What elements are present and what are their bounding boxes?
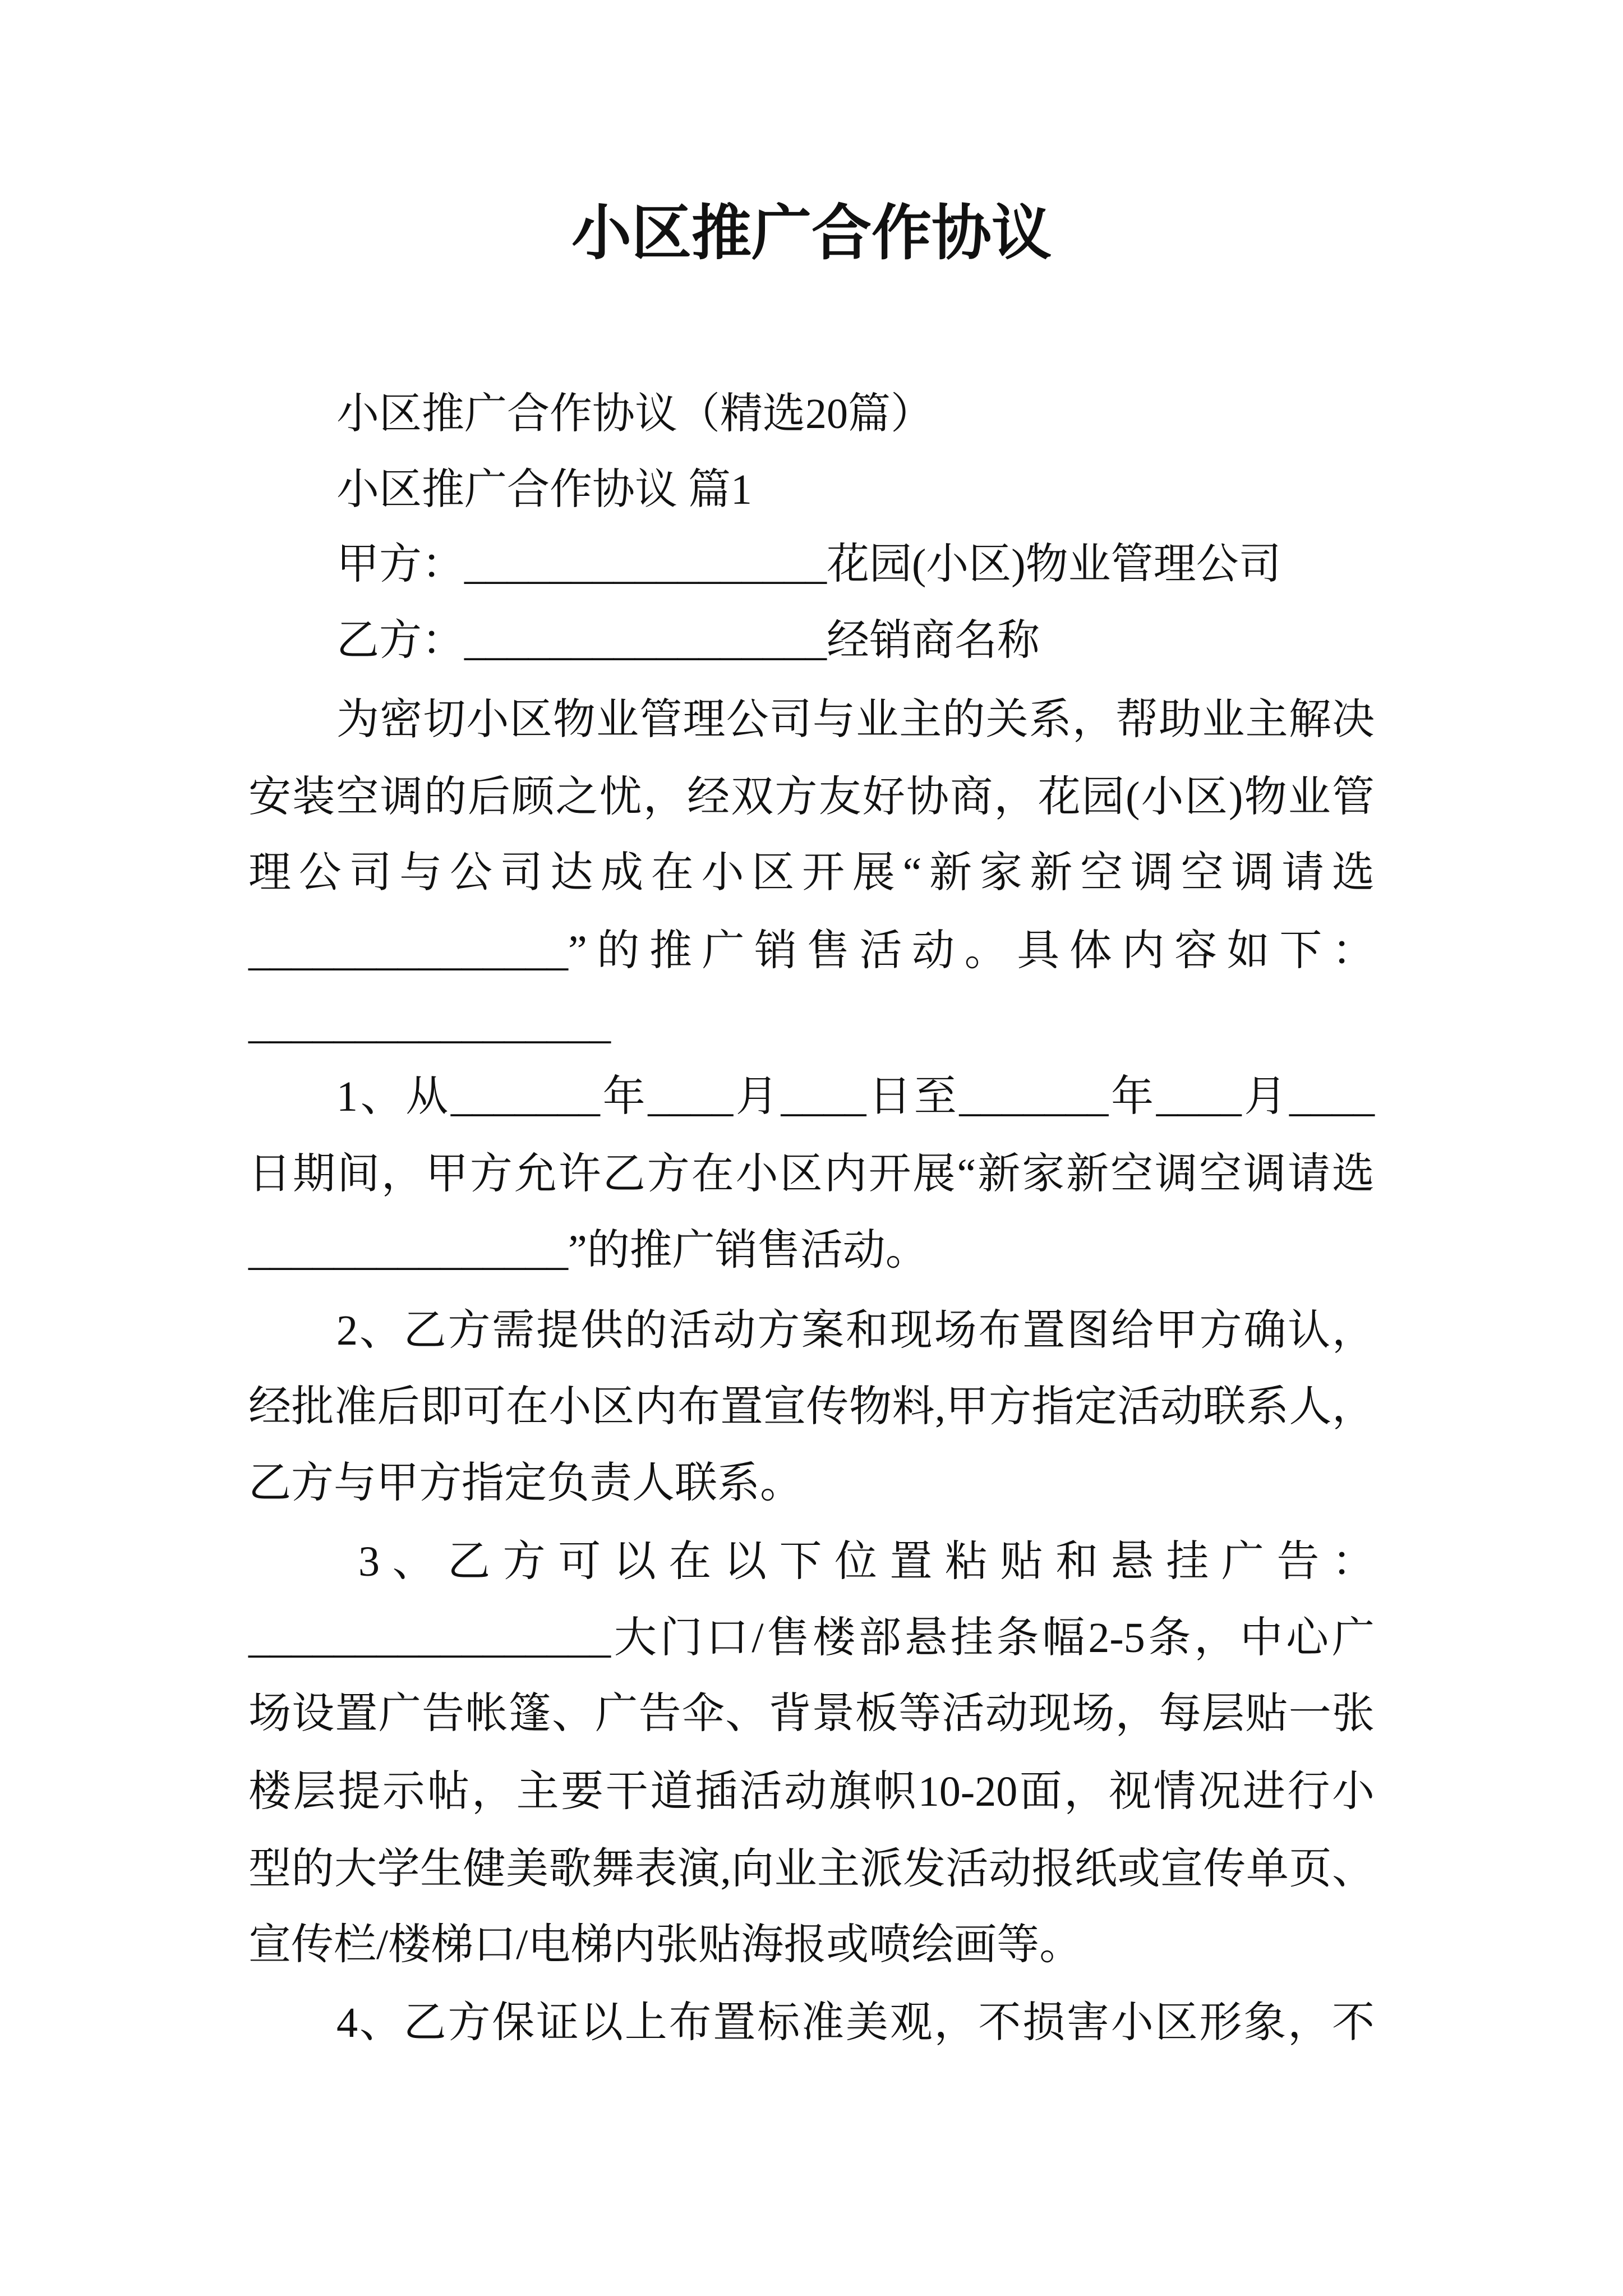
document-title: 小区推广合作协议 <box>571 201 1052 267</box>
agreement-heading: 小区推广合作协议 篇1 <box>336 466 752 513</box>
party-a-line: 甲方：_________________花园(小区)物业管理公司 <box>336 541 1281 588</box>
clause-3-line: 场设置广告帐篷、广告伞、背景板等活动现场，每层贴一张 <box>248 1690 1375 1737</box>
intro-line: 安装空调的后顾之忧，经双方友好协商，花园(小区)物业管 <box>248 774 1375 821</box>
collection-subtitle: 小区推广合作协议（精选20篇） <box>336 390 933 438</box>
clause-1-line: 1、从_______年____月____日至_______年____月____ <box>336 1073 1375 1120</box>
intro-line: 为密切小区物业管理公司与业主的关系，帮助业主解决 <box>336 696 1375 743</box>
clause-3-line: 楼层提示帖，主要干道插活动旗帜10-20面，视情况进行小 <box>248 1768 1375 1815</box>
clause-4-line: 4、乙方保证以上布置标准美观，不损害小区形象，不 <box>336 1999 1375 2046</box>
clause-2-line: 经批准后即可在小区内布置宣传物料,甲方指定活动联系人， <box>248 1383 1375 1430</box>
clause-3-line: 宣传栏/楼梯口/电梯内张贴海报或喷绘画等。 <box>248 1921 1082 1968</box>
intro-line: _______________”的推广销售活动。具体内容如下： <box>248 927 1375 974</box>
clause-2-line: 乙方与甲方指定负责人联系。 <box>248 1460 803 1507</box>
clause-3-line: _________________大门口/售楼部悬挂条幅2-5条，中心广 <box>248 1614 1375 1662</box>
intro-line: 理公司与公司达成在小区开展“新家新空调空调请选 <box>248 849 1375 896</box>
clause-2-line: 2、乙方需提供的活动方案和现场布置图给甲方确认， <box>336 1307 1375 1354</box>
party-b-line: 乙方：_________________经销商名称 <box>336 617 1040 664</box>
clause-1-line: 日期间，甲方允许乙方在小区内开展“新家新空调空调请选 <box>248 1151 1375 1198</box>
clause-3-line: 型的大学生健美歌舞表演,向业主派发活动报纸或宣传单页、 <box>248 1846 1375 1893</box>
blank-underline-line: _________________ <box>248 1000 611 1047</box>
clause-1-line: _______________”的推广销售活动。 <box>248 1227 928 1274</box>
clause-3-line: 3、乙方可以在以下位置粘贴和悬挂广告： <box>358 1538 1375 1585</box>
